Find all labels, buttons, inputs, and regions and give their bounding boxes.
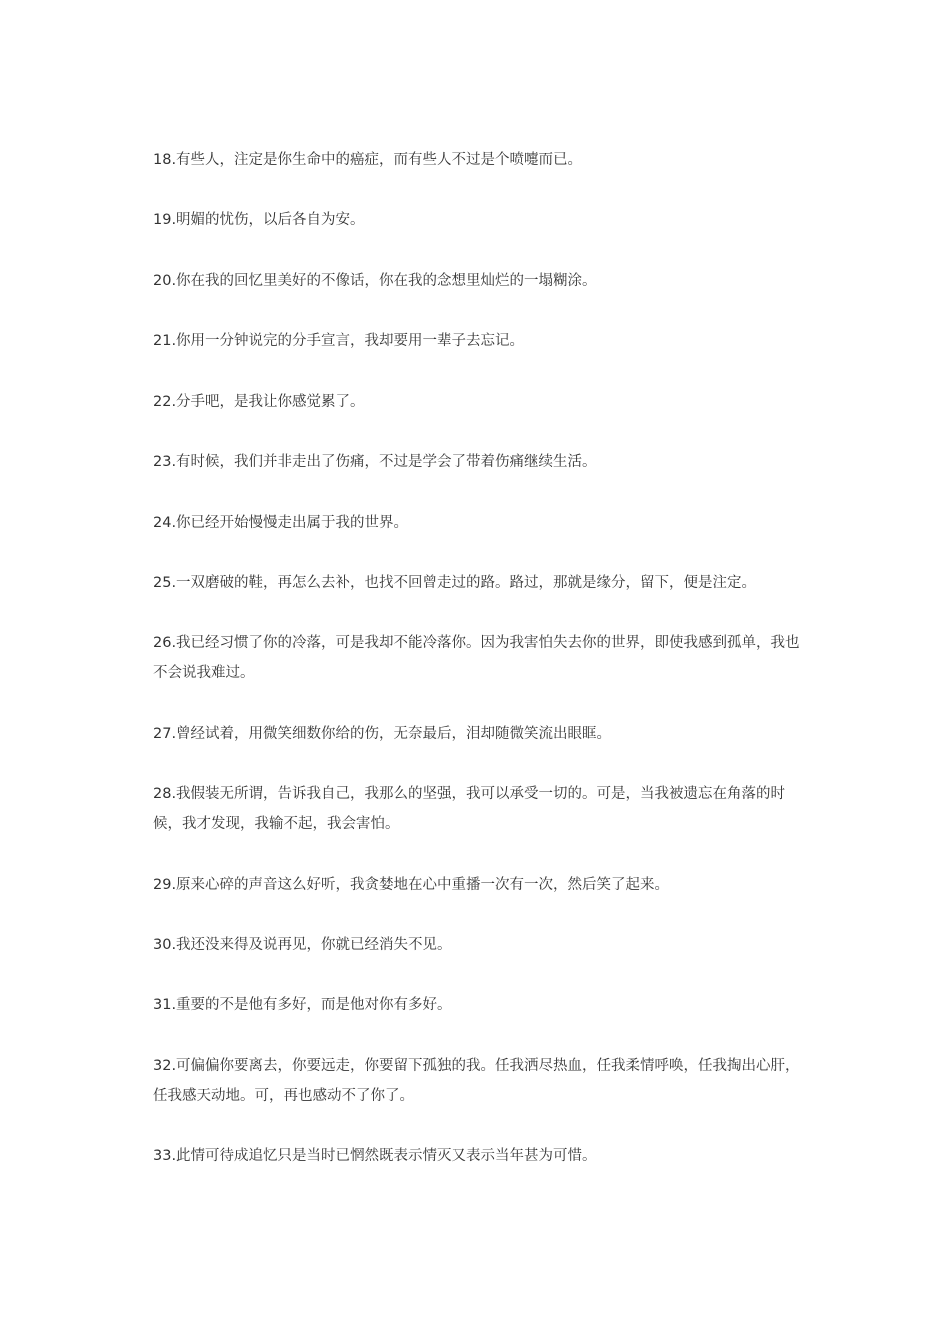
paragraph-22: 22.分手吧，是我让你感觉累了。 [153, 394, 365, 410]
paragraph-32: 32.可偏偏你要离去，你要远走，你要留下孤独的我。任我洒尽热血，任我柔情呼唤，任我掏出心肝，任我感天动地。可，再也感动不了你了。 [153, 1058, 800, 1104]
paragraph-25: 25.一双磨破的鞋，再怎么去补，也找不回曾走过的路。路过，那就是缘分，留下，便是注定。 [153, 575, 757, 591]
paragraph-31: 31.重要的不是他有多好，而是他对你有多好。 [153, 997, 452, 1013]
paragraph-24: 24.你已经开始慢慢走出属于我的世界。 [153, 515, 409, 531]
paragraph-26: 26.我已经习惯了你的冷落，可是我却不能冷落你。因为我害怕失去你的世界，即使我感到孤单，我也不会说我难过。 [153, 635, 800, 681]
paragraph-33: 33.此情可待成追忆只是当时已惘然既表示情灭又表示当年甚为可惜。 [153, 1148, 597, 1164]
paragraph-20: 20.你在我的回忆里美好的不像话，你在我的念想里灿烂的一塌糊涂。 [153, 273, 597, 289]
paragraph-29: 29.原来心碎的声音这么好听，我贪婪地在心中重播一次有一次，然后笑了起来。 [153, 877, 670, 893]
paragraph-23: 23.有时候，我们并非走出了伤痛，不过是学会了带着伤痛继续生活。 [153, 454, 597, 470]
paragraph-18: 18.有些人，注定是你生命中的癌症，而有些人不过是个喷嚏而已。 [153, 152, 583, 168]
paragraph-21: 21.你用一分钟说完的分手宣言，我却要用一辈子去忘记。 [153, 333, 525, 349]
paragraph-28: 28.我假装无所谓，告诉我自己，我那么的坚强，我可以承受一切的。可是，当我被遗忘在角落的时候，我才发现，我输不起，我会害怕。 [153, 786, 786, 832]
paragraph-30: 30.我还没来得及说再见，你就已经消失不见。 [153, 937, 452, 953]
paragraph-19: 19.明媚的忧伤，以后各自为安。 [153, 212, 365, 228]
paragraph-27: 27.曾经试着，用微笑细数你给的伤，无奈最后，泪却随微笑流出眼眶。 [153, 726, 612, 742]
